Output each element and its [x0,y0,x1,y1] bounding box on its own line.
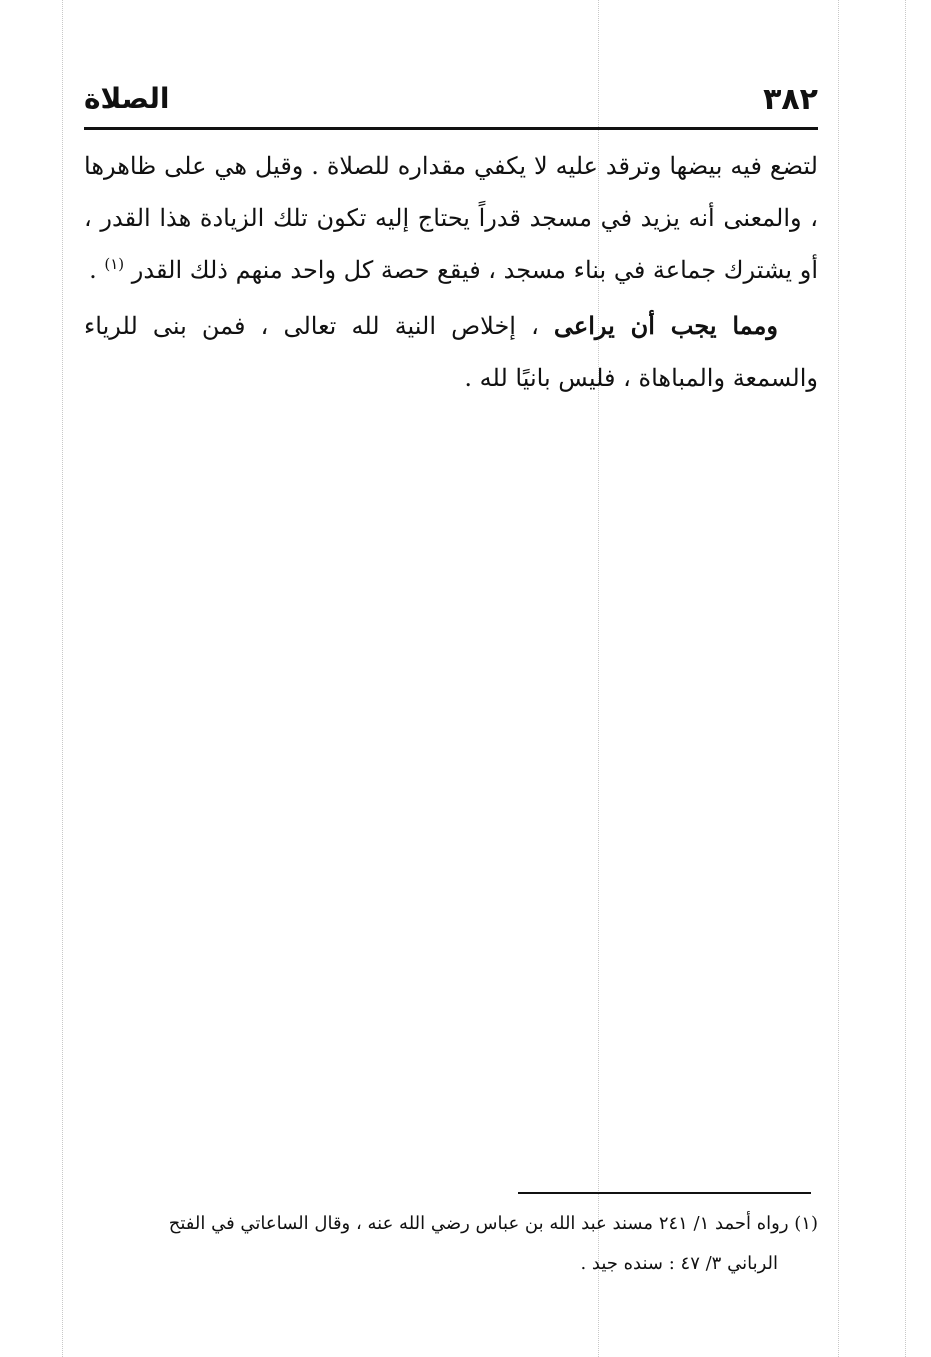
page-header [84,78,818,122]
scan-artifact-line [905,0,906,1357]
paragraph-2-lead: ومما يجب أن يراعى [553,311,778,340]
footnote-reference: (١) [104,255,125,273]
scan-artifact-line [62,0,63,1357]
header-rule [84,127,818,130]
paragraph-1-end: . [89,256,105,284]
page-number: ٣٨٢ [763,82,818,117]
running-title: الصلاة [84,82,170,115]
main-text [84,140,818,404]
footnotes [84,1204,818,1284]
footnote-1-line-2: الرباني ٣/ ٤٧ : سنده جيد . [580,1253,778,1274]
paragraph-2 [84,300,818,404]
paragraph-2-text: ، إخلاص النية لله تعالى ، فمن بنى للرياء والسمعة والمباهاة ، فليس بانيًا لله . [84,312,818,392]
scan-artifact-line [838,0,839,1357]
footnote-separator [518,1192,811,1194]
paragraph-1 [84,140,818,296]
footnote-1-line-1: (١) رواه أحمد ١/ ٢٤١ مسند عبد الله بن عباس رضي الله عنه ، وقال الساعاتي في الفتح [168,1213,818,1234]
paragraph-1-text: لتضع فيه بيضها وترقد عليه لا يكفي مقداره للصلاة . وقيل هي على ظاهرها ، والمعنى أنه يزيد في مسجد قدراً يحتاج إليه تكون تلك الزيادة هذا القدر ، أو يشترك جماعة في بناء مسجد ، فيقع حصة كل واحد منهم ذلك القدر [84,152,818,284]
